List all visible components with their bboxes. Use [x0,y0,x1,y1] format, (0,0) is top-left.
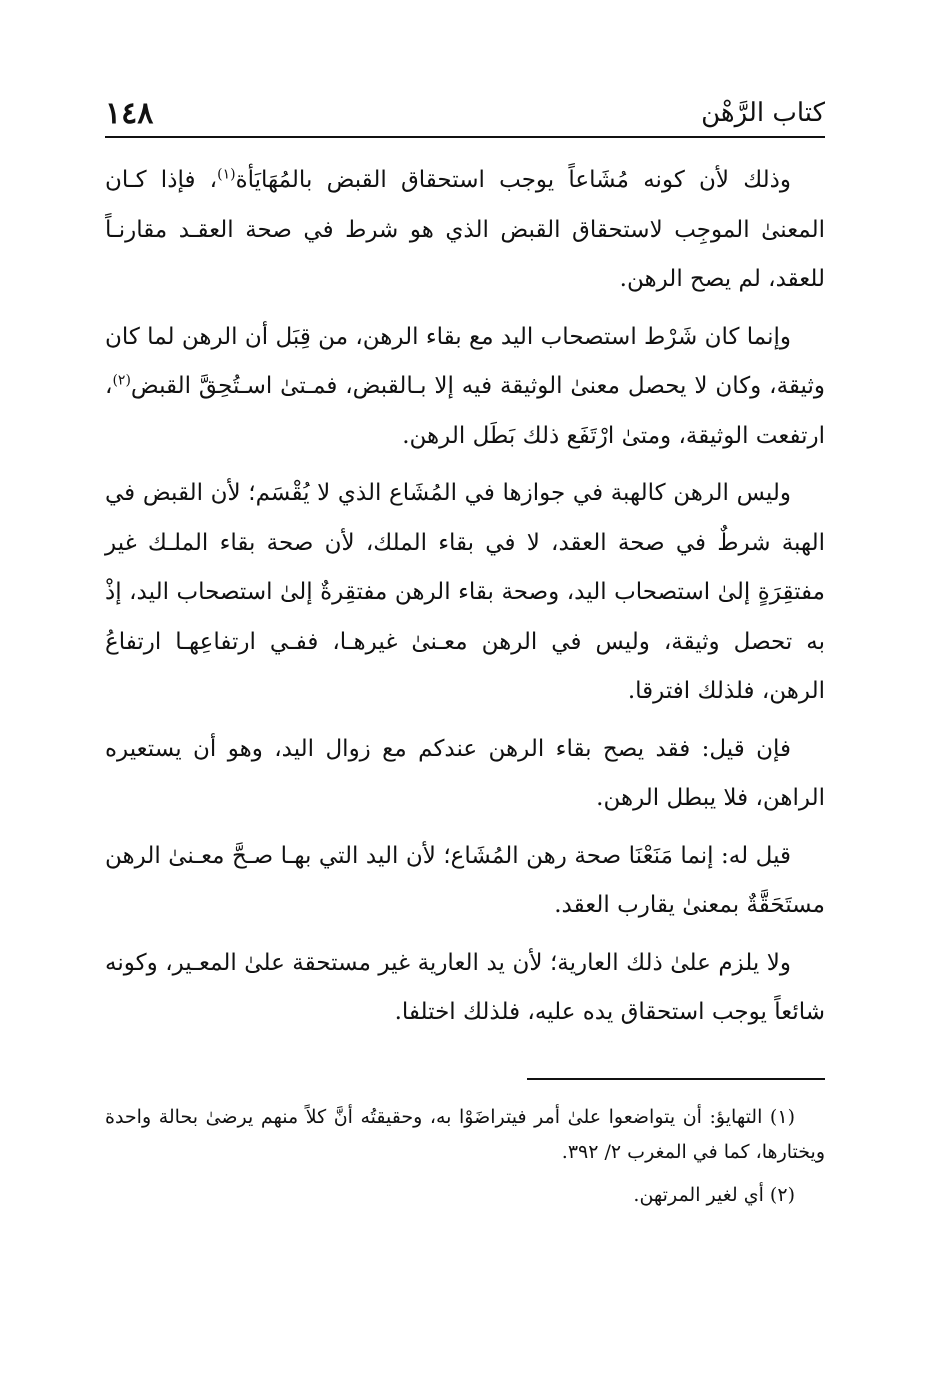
paragraph-6: ولا يلزم علىٰ ذلك العارية؛ لأن يد العارية غير مستحقة علىٰ المعـير، وكونه شائعاً يوجب استحقاق يده عليه، فلذلك اختلفا. [105,949,825,1025]
paragraph-3: وليس الرهن كالهبة في جوازها في المُشَاع الذي لا يُقْسَم؛ لأن القبض في الهبة شرطٌ في صحة العقد، لا في بقاء الملك، لأن صحة بقاء الملـك غير مفتقِرَةٍ إلىٰ استصحاب اليد، وصحة بقاء الرهن مفتقِرةٌ إلىٰ استصحاب اليد، إذْ به تحصل وثيقة، وليس في الرهن معـنىٰ غيرهـا، ففـي ارتفاعِهـا ارتفاعُ الرهن، فلذلك افترقا. [105,480,825,704]
footnote-separator [527,1078,825,1080]
paragraph-2 [105,313,825,462]
footnote-1: (١) التهايؤ: أن يتواضعوا علىٰ أمر فيتراضَوْا به، وحقيقتُه أنَّ كلاً منهم يرضىٰ بحالة واحدة ويختارها، كما في المغرب ٢/ ٣٩٢. [105,1106,825,1163]
document-page [105,92,825,1206]
paragraph-1-rest: ، فإذا كـان المعنىٰ الموجِب لاستحقاق القبض الذي هو شرط في صحة العقـد مقارنـاً للعقد، لم يصح الرهن. [105,167,825,292]
page-number: ١٤٨ [105,96,154,131]
book-title: كتاب الرَّهْن [701,98,825,128]
footnote-2: (٢) أي لغير المرتهن. [633,1184,795,1206]
footnote-ref-2: (٢) [112,372,131,389]
paragraph-2-start: وإنما كان شَرْط استصحاب اليد مع بقاء الرهن، من قِبَل أن الرهن لما كان وثيقة، وكان لا يحصل معنىٰ الوثيقة فيه إلا بـالقبض، فمـتىٰ اسـتُحِقَّ القبض [105,323,825,399]
footnotes [105,1100,825,1221]
footnote-ref-1: (١) [217,166,236,183]
paragraph-2-rest: ، ارتفعت الوثيقة، ومتىٰ ارْتَفَع ذلك بَطَل الرهن. [105,373,825,449]
main-text [105,156,825,1038]
paragraph-5: قيل له: إنما مَنَعْنَا صحة رهن المُشَاع؛ لأن اليد التي بهـا صـحَّ معـنىٰ الرهن مستَحَقَّةٌ بمعنىٰ يقارب العقد. [105,842,825,918]
paragraph-4: فإن قيل: فقد يصح بقاء الرهن عندكم مع زوال اليد، وهو أن يستعيره الراهن، فلا يبطل الرهن. [105,735,825,811]
page-header [105,92,825,138]
paragraph-1 [105,156,825,305]
paragraph-1-start: وذلك لأن كونه مُشَاعاً يوجب استحقاق القبض بالمُهَايَأة [235,167,791,193]
